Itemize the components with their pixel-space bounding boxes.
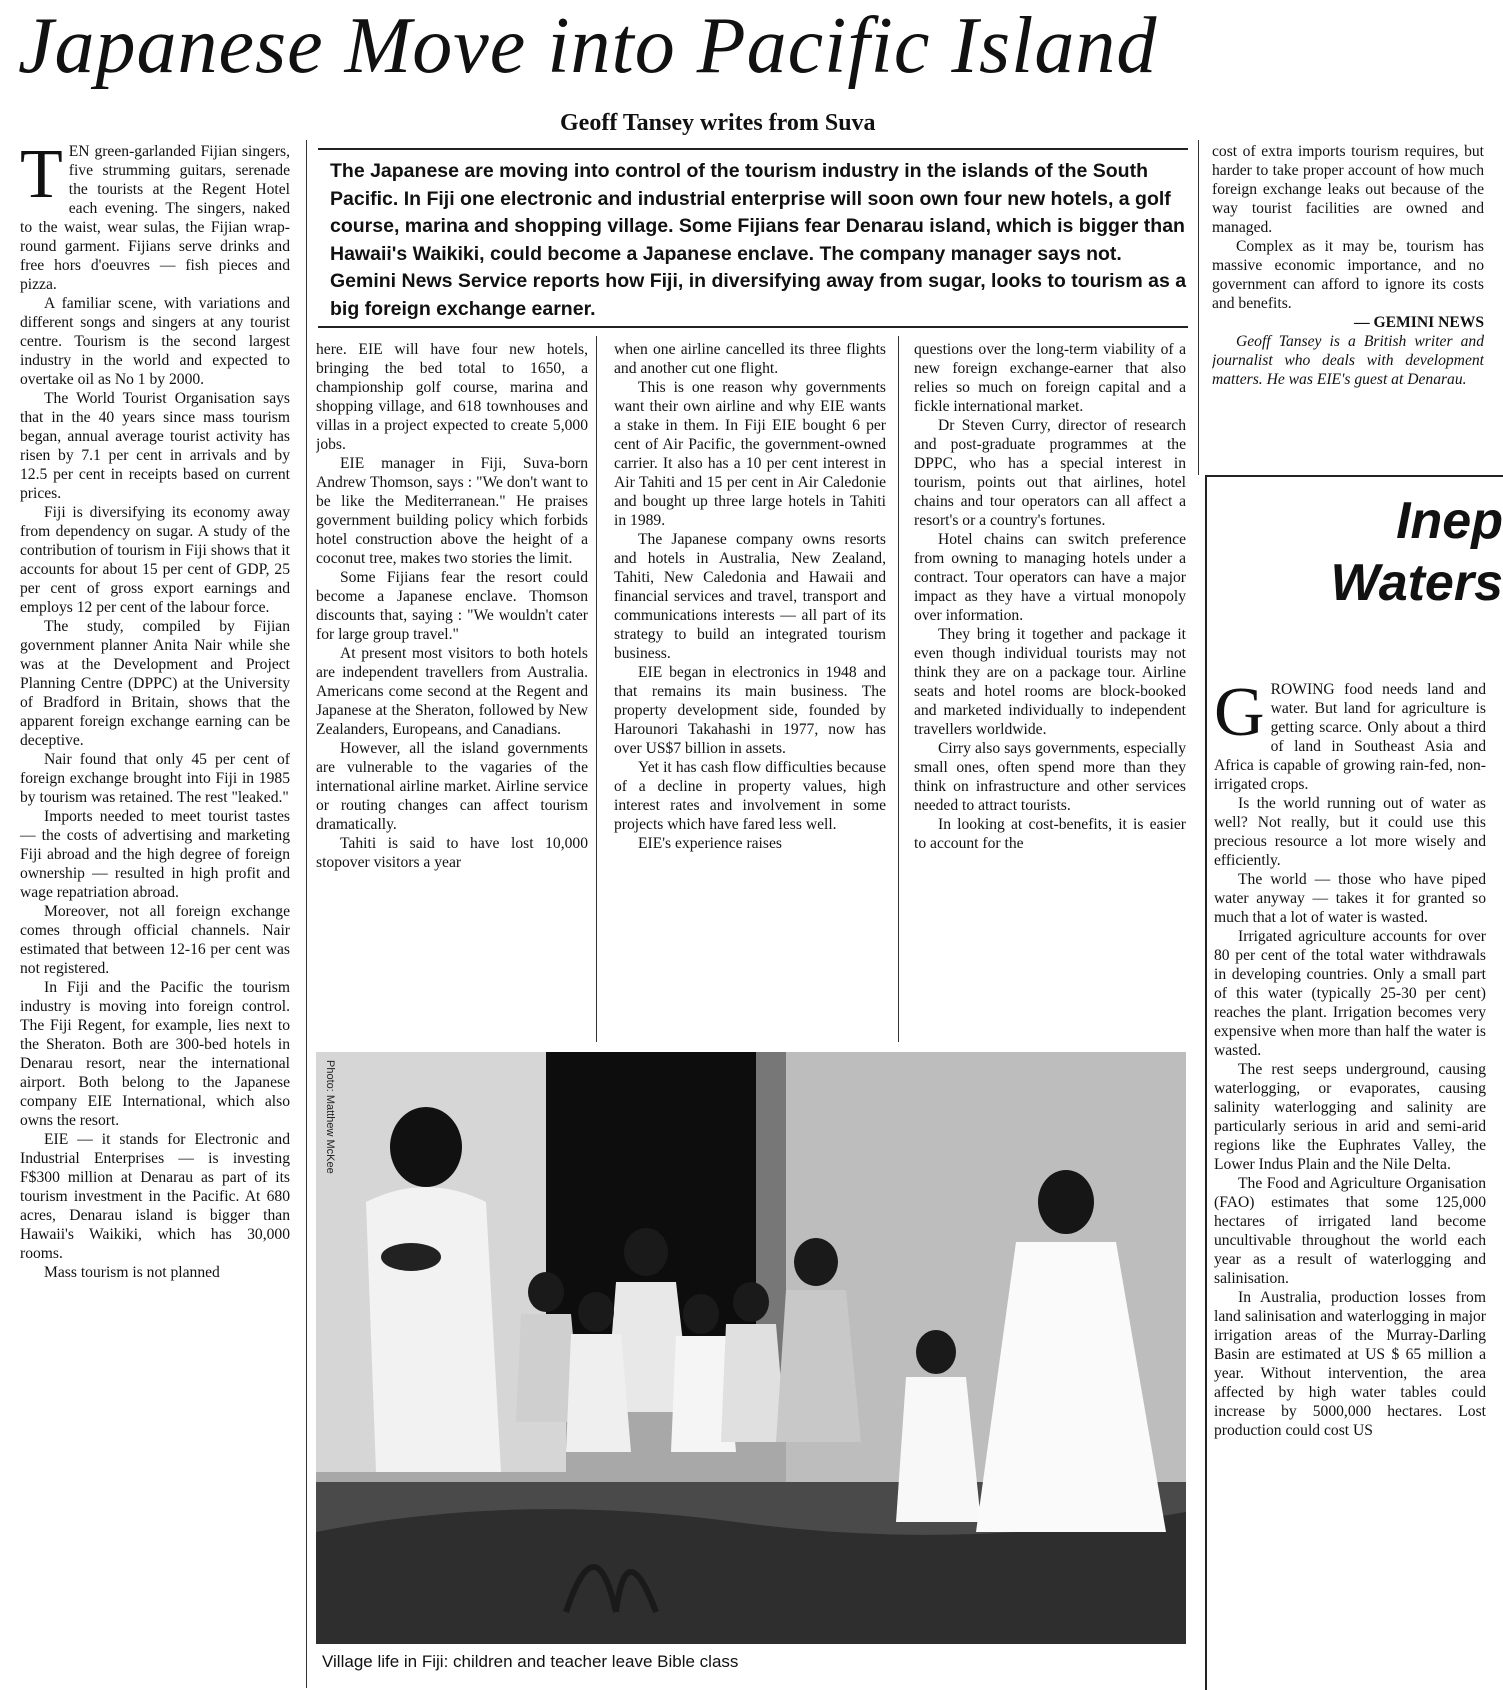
article-column-3 <box>614 340 886 1040</box>
paragraph: Tahiti is said to have lost 10,000 stopover visitors a year <box>316 835 588 871</box>
photo-caption: Village life in Fiji: children and teacher leave Bible class <box>322 1652 739 1671</box>
paragraph: The rest seeps underground, causing waterlogging, or evaporates, causing salinity waterlogging and salinity are particularly serious in arid and semi-arid regions like the Euphrates Valley, the Lower Indus Plain and the Nile Delta. <box>1214 1061 1486 1173</box>
column-rule <box>596 336 597 1042</box>
column-rule <box>306 140 307 1688</box>
paragraph: EIE manager in Fiji, Suva-born Andrew Thomson, says : "We don't want to be like the Mediterranean." He praises government building policy which forbids hotel construction above the height of a coconut tree, makes two stories the limit. <box>316 455 588 567</box>
paragraph: Complex as it may be, tourism has massive economic importance, and no government can afford to ignore its costs and benefits. <box>1212 238 1484 312</box>
paragraph: Imports needed to meet tourist tastes — the costs of advertising and marketing Fiji abroad and the high degree of foreign ownership — resulted in high profit and wage repatriation abroad. <box>20 808 290 901</box>
paragraph: Mass tourism is not planned <box>44 1264 220 1281</box>
paragraph: Fiji is diversifying its economy away from dependency on sugar. A study of the contribution of tourism in Fiji shows that it accounts for about 15 per cent of GDP, 25 per cent of gross export earnings and employs 12 per cent of the labour force. <box>20 504 290 616</box>
paragraph: At present most visitors to both hotels are independent travellers from Australia. Americans come second at the Regent and Japanese at the Sheraton, followed by New Zealanders, Europeans, and Canadians. <box>316 645 588 738</box>
column-rule <box>1198 140 1199 475</box>
paragraph: when one airline cancelled its three flights and another cut one flight. <box>614 341 886 377</box>
standfirst: The Japanese are moving into control of the tourism industry in the islands of the South Pacific. In Fiji one electronic and industrial enterprise will soon own four new hotels, a golf course, marina and shopping village. Some Fijians fear Denarau island, which is bigger than Hawaii's Waikiki, could become a Japanese enclave. The company manager says not. Gemini News Service reports how Fiji, in diversifying away from sugar, looks to tourism as a big foreign exchange earner. <box>330 160 1187 320</box>
paragraph: here. EIE will have four new hotels, bringing the bed total to 1650, a championship golf course, marina and shopping village, and 618 townhouses and villas in a project expected to create 5,000 jobs. <box>316 341 588 453</box>
next-article-column <box>1214 680 1486 1686</box>
paragraph: Nair found that only 45 per cent of foreign exchange brought into Fiji in 1985 by tourism was retained. The rest "leaked." <box>20 751 290 806</box>
standfirst-top-rule <box>318 148 1188 150</box>
paragraph: Moreover, not all foreign exchange comes through official channels. Nair estimated that between 12-16 per cent was not registered. <box>20 903 290 977</box>
byline: Geoff Tansey writes from Suva <box>560 110 876 136</box>
author-note: Geoff Tansey is a British writer and journalist who deals with development matters. He was EIE's guest at Denarau. <box>1212 333 1484 388</box>
paragraph: A familiar scene, with variations and different songs and singers at any tourist centre. Tourism is the second largest industry in the world and expected to overtake oil as No 1 by 2000. <box>20 295 290 388</box>
paragraph: Cirry also says governments, especially small ones, often spend more than they think on infrastructure and other services needed to attract tourists. <box>914 740 1186 814</box>
paragraph: The world — those who have piped water anyway — takes it for granted so much that a lot of water is wasted. <box>1214 871 1486 926</box>
paragraph: EIE began in electronics in 1948 and that remains its main business. The property development side, founded by Harounori Takahashi in 1977, now has over US$7 billion in assets. <box>614 664 886 757</box>
paragraph: The Food and Agriculture Organisation (FAO) estimates that some 125,000 hectares of irrigated land become uncultivable throughout the world each year as a result of waterlogging and salinisation. <box>1214 1175 1486 1287</box>
next-article-title-line: Waters <box>1330 554 1503 612</box>
paragraph: The study, compiled by Fijian government planner Anita Nair while she was at the Development and Project Planning Centre (DPPC) at the University of Bradford in Britain, shows that the apparent foreign exchange earning can be deceptive. <box>20 618 290 749</box>
article-column-1 <box>20 142 290 1682</box>
paragraph: questions over the long-term viability of a new foreign exchange-earner that also relies so much on foreign capital and a fickle international market. <box>914 341 1186 415</box>
column-rule <box>898 336 899 1042</box>
paragraph: EIE — it stands for Electronic and Industrial Enterprises — is investing F$300 million at Denarau as part of its tourism investment in the Pacific. At 680 acres, Denarau island is bigger than Hawaii's Waikiki, which has 30,000 rooms. <box>20 1131 290 1262</box>
paragraph: EIE's experience raises <box>638 835 782 852</box>
dropcap: G <box>1214 680 1265 751</box>
next-article-title-line: Inep <box>1396 492 1503 550</box>
paragraph: In looking at cost-benefits, it is easier to account for the <box>914 816 1186 852</box>
paragraph: ROWING food needs land and water. But land for agriculture is getting scarce. Only about a third of land in Southeast Asia and Africa is capable of growing rain-fed, non-irrigated crops. <box>1214 681 1486 793</box>
article-column-2 <box>316 340 588 1040</box>
paragraph: In Fiji and the Pacific the tourism industry is moving into foreign control. The Fiji Regent, for example, lies next to the Sheraton. Both are 300-bed hotels in Denarau resort, near the international airport. Both belong to the Japanese company EIE International, which also owns the resort. <box>20 979 290 1129</box>
next-article-title <box>1250 490 1503 614</box>
photo <box>316 1052 1186 1644</box>
paragraph: cost of extra imports tourism requires, but harder to take proper account of how much foreign exchange leaks out because of the way tourist facilities are owned and managed. <box>1212 143 1484 236</box>
paragraph: EN green-garlanded Fijian singers, five strumming guitars, serenade the tourists at the Regent Hotel each evening. The singers, naked to the waist, wear sulas, the Fijian wrap-round garment. Fijians serve drinks and free hors d'oeuvres — fish pieces and pizza. <box>20 143 290 293</box>
paragraph: Hotel chains can switch preference from owning to managing hotels under a contract. Tour operators can have a major impact as they have a virtual monopoly over information. <box>914 531 1186 624</box>
article-column-5 <box>1212 142 1484 470</box>
paragraph: However, all the island governments are vulnerable to the vagaries of the international airline market. Airline service or routing changes can affect tourism dramatically. <box>316 740 588 833</box>
dropcap: T <box>20 142 63 213</box>
paragraph: This is one reason why governments want their own airline and why EIE wants a stake in them. In Fiji EIE bought 6 per cent of Air Pacific, the government-owned carrier. It also has a 10 per cent interest in Air Tahiti and 15 per cent in Air Caledonie and bought up three large hotels in Tahiti in 1989. <box>614 379 886 529</box>
paragraph: Is the world running out of water as well? Not really, but it could use this precious resource a lot more wisely and efficiently. <box>1214 795 1486 869</box>
article-column-4 <box>914 340 1186 1040</box>
paragraph: Dr Steven Curry, director of research and post-graduate programmes at the DPPC, who has a special interest in tourism, points out that airlines, hotel chains and tour operators can all affect a resort's or a country's fortunes. <box>914 417 1186 529</box>
paragraph: They bring it together and package it even though individual tourists may not think they are on a package tour. Airline seats and hotel rooms are block-booked and marketed individually to independent travellers worldwide. <box>914 626 1186 738</box>
signoff: — GEMINI NEWS <box>1354 314 1484 331</box>
paragraph: Some Fijians fear the resort could become a Japanese enclave. Thomson discounts that, saying : "We wouldn't cater for large group travel." <box>316 569 588 643</box>
paragraph: The Japanese company owns resorts and hotels in Australia, New Zealand, Tahiti, New Caledonia and Hawaii and financial services and travel, transport and communications interests — all part of its strategy to build an integrated tourism business. <box>614 531 886 662</box>
paragraph: In Australia, production losses from land salinisation and waterlogging in major irrigation areas of the Murray-Darling Basin are estimated at US $ 65 million a year. Without intervention, the area affected by high water tables could increase by 5000,000 hectares. Lost production could cost US <box>1214 1289 1486 1439</box>
photo-credit: Photo: Matthew McKee <box>324 1060 336 1174</box>
standfirst-bottom-rule <box>318 326 1188 328</box>
photo-illustration <box>316 1052 1186 1644</box>
paragraph: Irrigated agriculture accounts for over 80 per cent of the total water withdrawals in developing countries. Only a small part of this water (typically 25-30 per cent) reaches the plant. Irrigation becomes very expensive when more than half the water is wasted. <box>1214 928 1486 1059</box>
paragraph: Yet it has cash flow difficulties because of a decline in property values, high interest rates and involvement in some projects which have fared less well. <box>614 759 886 833</box>
headline: Japanese Move into Pacific Island <box>18 2 1158 90</box>
paragraph: The World Tourist Organisation says that in the 40 years since mass tourism began, annual average tourist activity has risen by 7.1 per cent in arrivals and by 12.5 per cent in receipts based on current prices. <box>20 390 290 502</box>
